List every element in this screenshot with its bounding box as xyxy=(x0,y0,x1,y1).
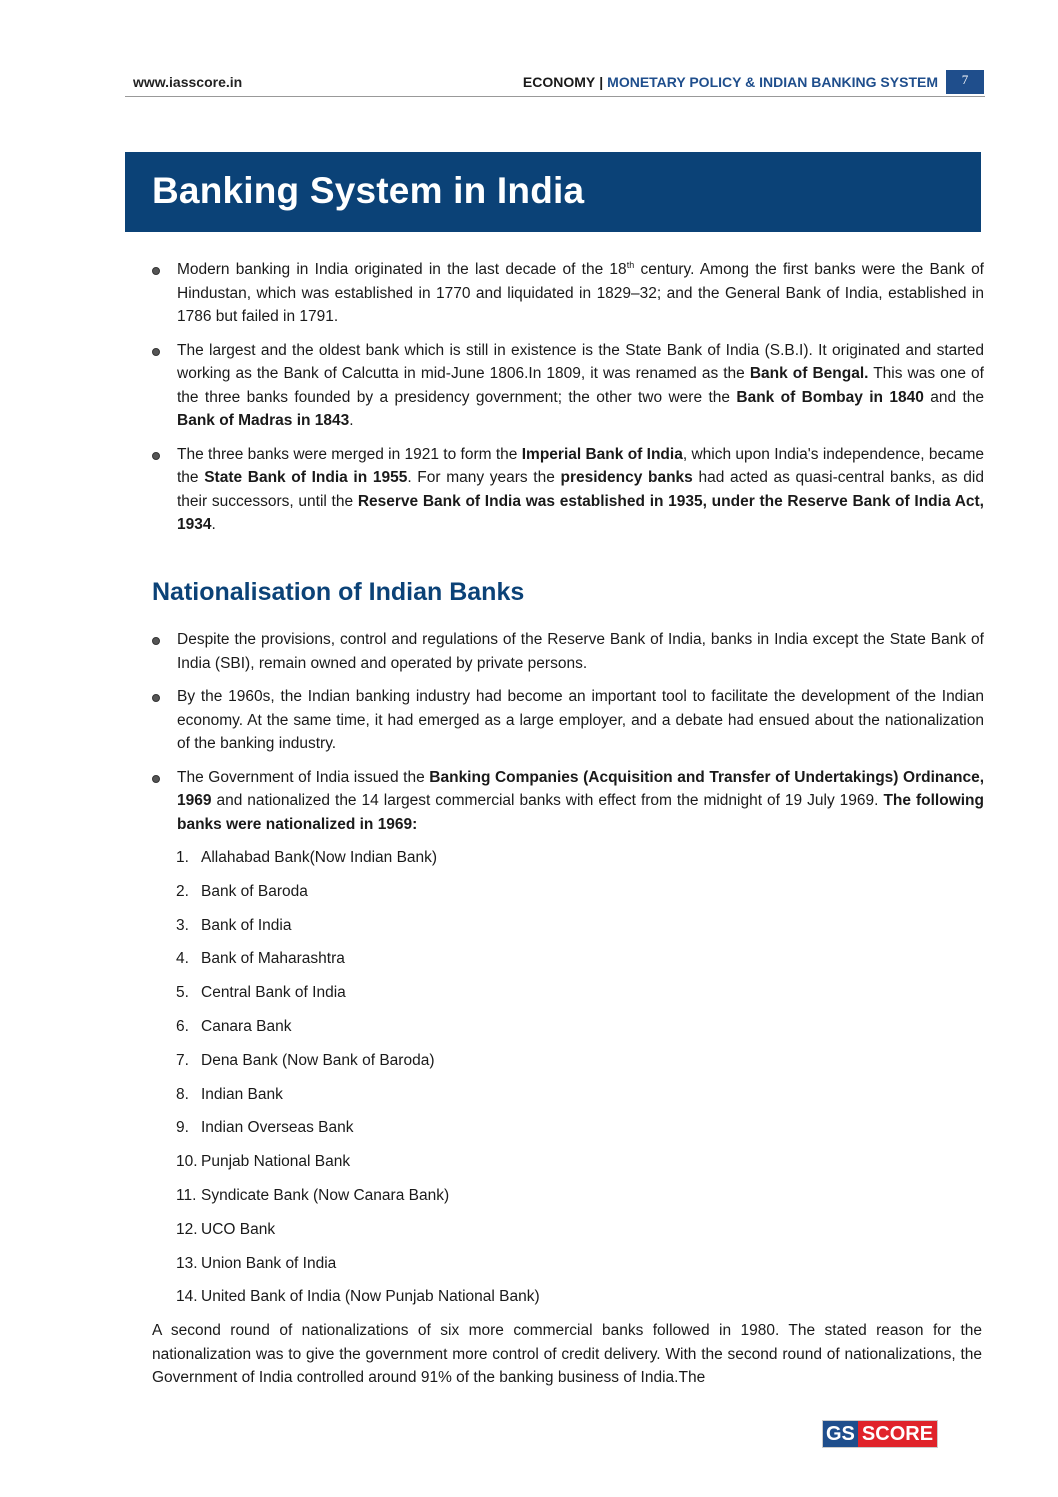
logo-gs: GS xyxy=(823,1421,858,1447)
header-section: ECONOMY xyxy=(522,74,596,90)
text-run: and nationalized the 14 largest commercial banks with effect from the midnight of 19 July 1969. xyxy=(211,792,884,809)
logo-score: SCORE xyxy=(858,1421,937,1447)
header-divider xyxy=(125,96,985,97)
bank-name: Dena Bank (Now Bank of Baroda) xyxy=(201,1051,435,1069)
text-run: By the 1960s, the Indian banking industry had become an important tool to facilitate the development of the Indian economy. At the same time, it had emerged as a large employer, and a debate had ensued about the nationalization of the banking industry. xyxy=(177,688,984,752)
section-heading: Nationalisation of Indian Banks xyxy=(152,578,525,606)
bank-number: 7. xyxy=(176,1051,189,1069)
bank-name: Indian Bank xyxy=(201,1085,283,1103)
title-banner xyxy=(125,152,981,232)
text-run: . For many years the xyxy=(407,469,561,486)
bank-name: Syndicate Bank (Now Canara Bank) xyxy=(201,1186,450,1204)
bullet-item xyxy=(152,443,984,537)
bold-text: Bank of Madras in 1843 xyxy=(177,412,350,429)
bank-list-item xyxy=(176,1252,540,1286)
bold-text: The following banks were nationalized in 1969: xyxy=(177,792,984,833)
bank-name: Central Bank of India xyxy=(201,984,346,1002)
bank-list-item xyxy=(176,1218,540,1252)
bank-name: Union Bank of India xyxy=(201,1254,337,1272)
text-run: Modern banking in India originated in the last decade of the 18 xyxy=(177,261,627,278)
bank-number: 10. xyxy=(176,1153,198,1171)
bold-text: State Bank of India in 1955 xyxy=(204,469,408,486)
bullet-dot-icon xyxy=(152,267,160,275)
header-separator: | xyxy=(599,74,604,90)
superscript-text: th xyxy=(626,259,635,270)
nationalized-banks-list xyxy=(176,846,540,1319)
bullet-dot-icon xyxy=(152,348,160,356)
bold-text: Banking Companies (Acquisition and Transfer of Undertakings) Ordinance, 1969 xyxy=(177,768,984,809)
text-run: and the xyxy=(923,388,985,406)
bank-number: 3. xyxy=(176,916,189,934)
bank-number: 2. xyxy=(176,882,189,900)
bank-number: 11. xyxy=(176,1186,197,1204)
bold-text: Reserve Bank of India was established in 1935, under the Reserve Bank of India Act, 1934 xyxy=(177,492,984,533)
page-number: 7 xyxy=(946,70,984,94)
bold-text: presidency banks xyxy=(560,469,693,486)
bank-list-item xyxy=(176,1285,540,1319)
bank-number: 9. xyxy=(176,1119,189,1137)
text-run: The largest and the oldest bank which is still in existence is the State Bank of India (S.B.I). It originated and started working as the Bank of Calcutta in mid-June 1806.In 1809, it was renamed as the xyxy=(177,341,984,382)
bold-text: Bank of Bengal. xyxy=(749,365,869,382)
text-run: The three banks were merged in 1921 to form the xyxy=(177,445,522,463)
bank-list-item xyxy=(176,1083,540,1117)
bank-name: Canara Bank xyxy=(201,1017,292,1035)
page-title: Banking System in India xyxy=(152,170,585,211)
text-run: . xyxy=(349,412,354,429)
bank-list-item xyxy=(176,846,540,880)
bank-name: Allahabad Bank(Now Indian Bank) xyxy=(201,849,438,866)
header-topic: MONETARY POLICY & INDIAN BANKING SYSTEM xyxy=(607,74,938,90)
site-url[interactable]: www.iasscore.in xyxy=(133,74,243,90)
bank-list-item xyxy=(176,1015,540,1049)
bullet-dot-icon xyxy=(152,775,160,783)
bank-name: Punjab National Bank xyxy=(201,1153,351,1171)
bold-text: Bank of Bombay in 1840 xyxy=(736,388,924,406)
text-run: . xyxy=(211,516,216,533)
bank-name: United Bank of India (Now Punjab National Bank) xyxy=(201,1288,540,1306)
gsscore-logo xyxy=(822,1420,938,1448)
text-run: century. Among the first banks were the Bank of Hindustan, which was established in 1770 and liquidated in 1829–32; and the General Bank of India, established in 1786 but failed in 1791. xyxy=(177,261,984,325)
nationalisation-section xyxy=(152,628,984,846)
intro-bullet-list xyxy=(152,258,984,537)
bank-name: Bank of Baroda xyxy=(201,882,308,900)
bullet-item xyxy=(152,685,984,756)
bold-text: Imperial Bank of India xyxy=(521,445,683,463)
bank-list-item xyxy=(176,1150,540,1184)
text-run: , which upon India's independence, became the xyxy=(177,445,984,486)
bank-number: 13. xyxy=(176,1254,198,1272)
bank-list-item xyxy=(176,1116,540,1150)
bank-list-item xyxy=(176,1049,540,1083)
nationalisation-bullet-list xyxy=(152,628,984,836)
bank-list-item xyxy=(176,914,540,948)
text-run: had acted as quasi-central banks, as did their successors, until the xyxy=(177,469,984,510)
bullet-item xyxy=(152,339,984,433)
bullet-dot-icon xyxy=(152,694,160,702)
bank-number: 12. xyxy=(176,1220,198,1238)
bank-number: 4. xyxy=(176,950,189,968)
bank-list-item xyxy=(176,947,540,981)
bank-name: Indian Overseas Bank xyxy=(201,1119,354,1137)
bank-list-item xyxy=(176,981,540,1015)
bullet-dot-icon xyxy=(152,637,160,645)
bank-number: 14. xyxy=(176,1288,198,1306)
intro-section xyxy=(152,258,984,547)
text-run: The Government of India issued the xyxy=(177,768,430,786)
bank-number: 1. xyxy=(176,849,189,866)
text-run: This was one of the three banks founded by a presidency government; the other two were the xyxy=(177,365,984,406)
bullet-item xyxy=(152,628,984,675)
bank-number: 5. xyxy=(176,984,189,1002)
bank-list-item xyxy=(176,880,540,914)
bank-number: 8. xyxy=(176,1085,189,1103)
bank-list-item xyxy=(176,1184,540,1218)
bullet-dot-icon xyxy=(152,452,160,460)
bullet-item xyxy=(152,258,984,329)
bank-number: 6. xyxy=(176,1017,189,1035)
bank-name: Bank of India xyxy=(201,916,292,934)
closing-paragraph: A second round of nationalizations of six more commercial banks followed in 1980. The stated reason for the nationalization was to give the government more control of credit delivery. With the second round of nationalizations, the Government of India controlled around 91% of the banking business of India.The xyxy=(152,1322,982,1386)
bank-name: Bank of Maharashtra xyxy=(201,950,345,968)
page-header xyxy=(0,0,1058,100)
text-run: Despite the provisions, control and regulations of the Reserve Bank of India, banks in India except the State Bank of India (SBI), remain owned and operated by private persons. xyxy=(177,631,984,672)
bank-name: UCO Bank xyxy=(201,1220,276,1238)
running-header xyxy=(523,74,938,90)
bullet-item xyxy=(152,766,984,837)
